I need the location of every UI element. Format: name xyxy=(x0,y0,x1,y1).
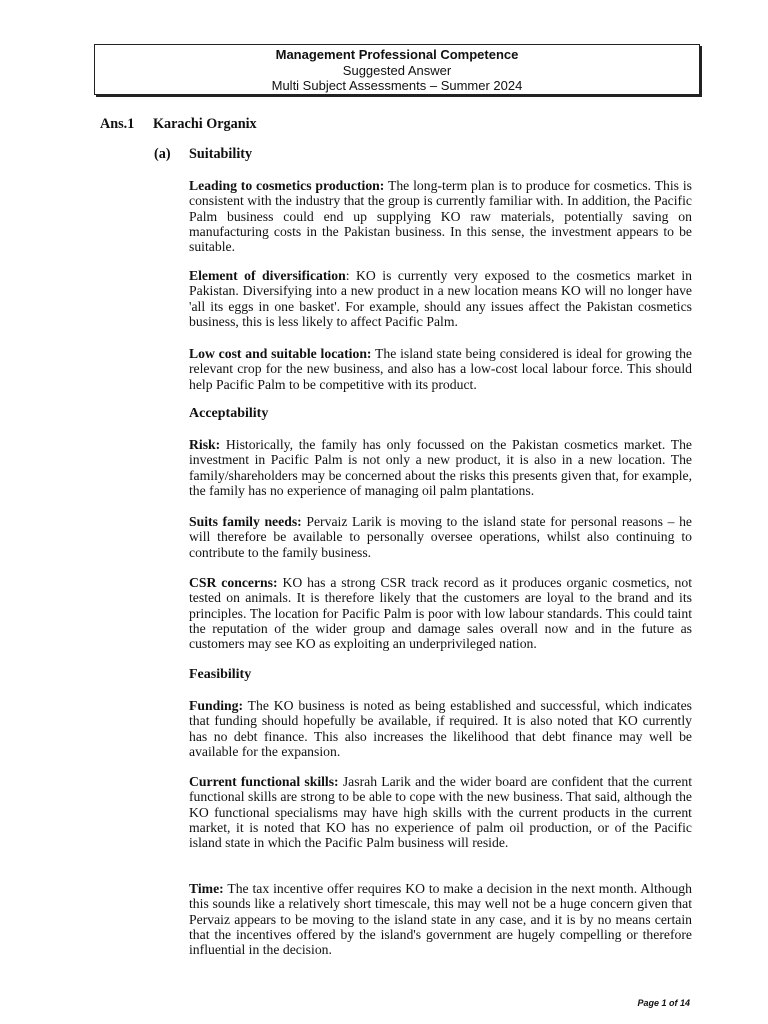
paragraph-lead: CSR concerns: xyxy=(189,575,278,590)
section-acceptability: Acceptability xyxy=(189,406,269,421)
part-heading xyxy=(154,146,252,163)
paragraph-lead: Funding: xyxy=(189,698,244,713)
paragraph-text: : KO is currently very exposed to the cosmetics market in Pakistan. Diversifying into a new product in a new location means KO will no longer have 'all its eggs in one basket'. For example, should any issues affect the Pakistan cosmetics business, this is less likely to affect Pacific Palm. xyxy=(189,268,692,329)
document-header xyxy=(94,44,700,95)
paragraph-text: KO has a strong CSR track record as it produces organic cosmetics, not tested on animals. It is therefore likely that the customers are loyal to the brand and its principles. The location for Pacific Palm is poor with low labour standards. This could taint the reputation of the wider group and damage sales overall now and in the future as customers may see KO as exploiting an underprivileged nation. xyxy=(189,575,693,652)
paragraph-text: The tax incentive offer requires KO to make a decision in the next month. Although this sounds like a relatively short timescale, this may well not be a huge concern given that Pervaiz appears to be moving to the island state in any case, and it is by no means certain that the incentives offered by the island's government are hugely compelling or therefore influential in the decision. xyxy=(189,881,692,958)
header-title: Management Professional Competence xyxy=(275,47,519,62)
paragraph-diversification xyxy=(189,268,692,329)
paragraph-lead: Time: xyxy=(189,881,224,896)
part-label: (a) xyxy=(154,146,171,162)
paragraph-text: The KO business is noted as being established and successful, which indicates that funding should hopefully be available, if required. It is also noted that KO currently has no debt finance. This also increases the likelihood that debt finance may well be available for the expansion. xyxy=(189,698,692,759)
paragraph-risk xyxy=(189,437,692,498)
paragraph-leading-cosmetics xyxy=(189,178,692,254)
header-subtitle: Suggested Answer xyxy=(342,62,452,78)
paragraph-text: Historically, the family has only focussed on the Pakistan cosmetics market. The investment in Pacific Palm is not only a new product, it is also in a new location. The family/shareholders may be concerned about the risks this presents given that, for example, the family has no experience of managing oil palm plantations. xyxy=(189,437,692,498)
page-number: Page 1 of 14 xyxy=(637,998,690,1008)
paragraph-csr xyxy=(189,575,692,651)
paragraph-time xyxy=(189,881,692,957)
paragraph-text: The island state being considered is ideal for growing the relevant crop for the new business, and also has a low-cost local labour force. This should help Pacific Palm to be competitive with its product. xyxy=(189,346,692,392)
case-name: Karachi Organix xyxy=(153,116,257,132)
part-title: Suitability xyxy=(189,146,253,162)
paragraph-family-needs xyxy=(189,514,692,560)
paragraph-funding xyxy=(189,698,692,759)
paragraph-lead: Element of diversification xyxy=(189,268,346,283)
paragraph-location xyxy=(189,346,692,392)
paragraph-lead: Current functional skills: xyxy=(189,774,339,789)
paragraph-lead: Low cost and suitable location: xyxy=(189,346,372,361)
answer-heading xyxy=(100,116,257,133)
paragraph-text: Jasrah Larik and the wider board are confident that the current functional skills are strong to be able to cope with the new business. That said, although the KO functional specialisms may have high skills with the current products in the current market, it is noted that KO has no experience of palm oil production, or of the Pacific island state in which the Pacific Palm business will reside. xyxy=(189,774,692,851)
section-feasibility: Feasibility xyxy=(189,667,252,682)
paragraph-functional-skills xyxy=(189,774,692,850)
header-session: Multi Subject Assessments – Summer 2024 xyxy=(271,78,523,93)
paragraph-text: Pervaiz Larik is moving to the island state for personal reasons – he will therefore be available to personally oversee operations, whilst also continuing to contribute to the family business. xyxy=(189,514,692,560)
paragraph-text: The long-term plan is to produce for cosmetics. This is consistent with the industry that the group is currently familiar with. In addition, the Pacific Palm business could end up supplying KO raw materials, potentially saving on manufacturing costs in the Pakistan business. In this sense, the investment appears to be suitable. xyxy=(189,178,692,255)
paragraph-lead: Risk: xyxy=(189,437,221,452)
paragraph-lead: Suits family needs: xyxy=(189,514,302,529)
answer-number: Ans.1 xyxy=(100,116,135,132)
paragraph-lead: Leading to cosmetics production: xyxy=(189,178,385,193)
